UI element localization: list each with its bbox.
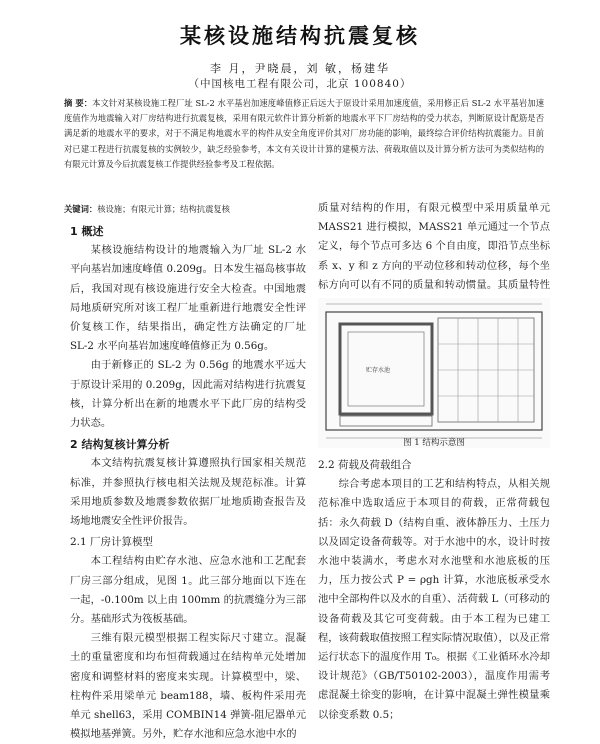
section-1-heading: 1 概述 (70, 225, 104, 238)
paper-affiliation: （中国核电工程有限公司，北京 100840） (188, 78, 412, 90)
paper-authors: 李 月，尹晓晨，刘 敏，杨建华 (210, 62, 390, 75)
section-2-1-paragraph-1: 本工程结构由贮存水池、应急水池和工艺配套厂房三部分组成，见图 1。此三部分地面以下连在一起，-0.100m 以上由 100mm 的抗震缝分为三部分。基础形式为筏板基础。 (70, 555, 306, 626)
abstract-text: 本文针对某核设施工程厂址 SL-2 水平基岩加速度峰值修正后远大于原设计采用加速度值，采用修正后 SL-2 水平基岩加速度值作为地震输入对厂房结构进行抗震复核，采用有限元软件计算分析新的地震水平下厂房结构的受力状态，判断原设计配筋是否满足新的地震水平的要求，对于不满足构地震水平的构件从安全角度评价其对厂房功能的影响，最终综合评价结构抗震能力。目前对已建工程进行抗震复核的实例较少，缺乏经验参考，本文有关设计计算的建模方法、荷载取值以及计算分析方法可为类似结构的有限元计算及今后抗震复核工作提供经验参考及工程依据。 (64, 98, 545, 169)
right-column-top (318, 199, 550, 314)
paper-title: 某核设施结构抗震复核 (180, 24, 420, 48)
structure-figure (318, 298, 550, 448)
section-2-1-heading: 2.1 厂房计算模型 (70, 536, 154, 549)
abstract-label: 摘 要： (64, 98, 93, 108)
keywords-text: 核设施；有限元计算；结构抗震复核 (97, 204, 230, 214)
section-2-1-paragraph-2: 三维有限元模型根据工程实际尺寸建立。混凝土的重量密度和均布恒荷载通过在结构单元处增加密度和调整材料的密度来实现。计算模型中，梁、柱构件采用梁单元 beam188，墙、板构件采用壳单元 shell63，采用 COMBIN14 弹簧-阻尼器单元模拟地基弹簧。另外，贮存水池和应急水池中水的 (70, 632, 306, 741)
section-1-paragraph-2: 由于新修正的 SL-2 为 0.56g 的地震水平远大于原设计采用的 0.209g，因此需对结构进行抗震复核，计算分析出在新的地震水平下此厂房的结构受力状态。 (70, 359, 306, 430)
right-column-bottom (318, 456, 550, 725)
right-paragraph-top: 质量对结构的作用，有限元模型中采用质量单元 MASS21 进行模拟，MASS21 单元通过一个节点定义，每个节点可多达 6 个自由度，即沿节点坐标系 x、y 和 z 方向的平动位移和转动位移，每个坐标方向可以有不同的质量和转动惯量。其质量特性 (318, 202, 550, 291)
section-2-paragraph-1: 本文结构抗震复核计算遵照执行国家相关规范标准，并参照执行核电相关法规及规范标准。计算采用地质参数及地震参数依据厂址地质勘查报告及场地地震安全性评价报告。 (70, 457, 306, 528)
keywords-label: 关键词： (64, 204, 98, 214)
section-2-heading: 2 结构复核计算分析 (70, 438, 170, 452)
section-1-paragraph-1: 某核设施结构设计的地震输入为厂址 SL-2 水平向基岩加速度峰值 0.209g。日本发生福岛核事故后，我国对现有核设施进行安全大检查。中国地震局地质研究所对该工程厂址重新进行地震安全性评价复核工作，结果指出，确定性方法确定的厂址 SL-2 水平向基岩加速度峰值修正为 0.56g。 (70, 244, 306, 353)
abstract-block (64, 96, 544, 172)
left-column (70, 222, 306, 744)
section-2-2-heading: 2.2 荷载及荷载组合 (318, 459, 412, 471)
figure-label: 贮存水池 (365, 367, 391, 374)
section-2-2-paragraph-1: 综合考虑本项目的工艺和结构特点，从相关规范标准中选取适应于本项目的荷载，正常荷载包括：永久荷载 D（结构自重、液体静压力、土压力以及固定设备荷载等。对于水池中的水，设计时按水池中装满水，考虑水对水池壁和水池底板的压力，压力按公式 P = ρgh 计算，水池底板承受水池中全部构件以及水的自重）、活荷载 L（可移动的设备荷载及其它可变荷载。由于本工程为已建工程，该荷载取值按照工程实际情况取值），以及正常运行状态下的温度作用 T₀。根据《工业循环水冷却设计规范》（GB/T50102-2003），温度作用需考虑混凝土徐变的影响，在计算中混凝土弹性模量乘以徐变系数 0.5； (318, 478, 550, 721)
figure-background (318, 298, 550, 448)
figure-caption: 图 1 结构示意图 (403, 438, 465, 448)
